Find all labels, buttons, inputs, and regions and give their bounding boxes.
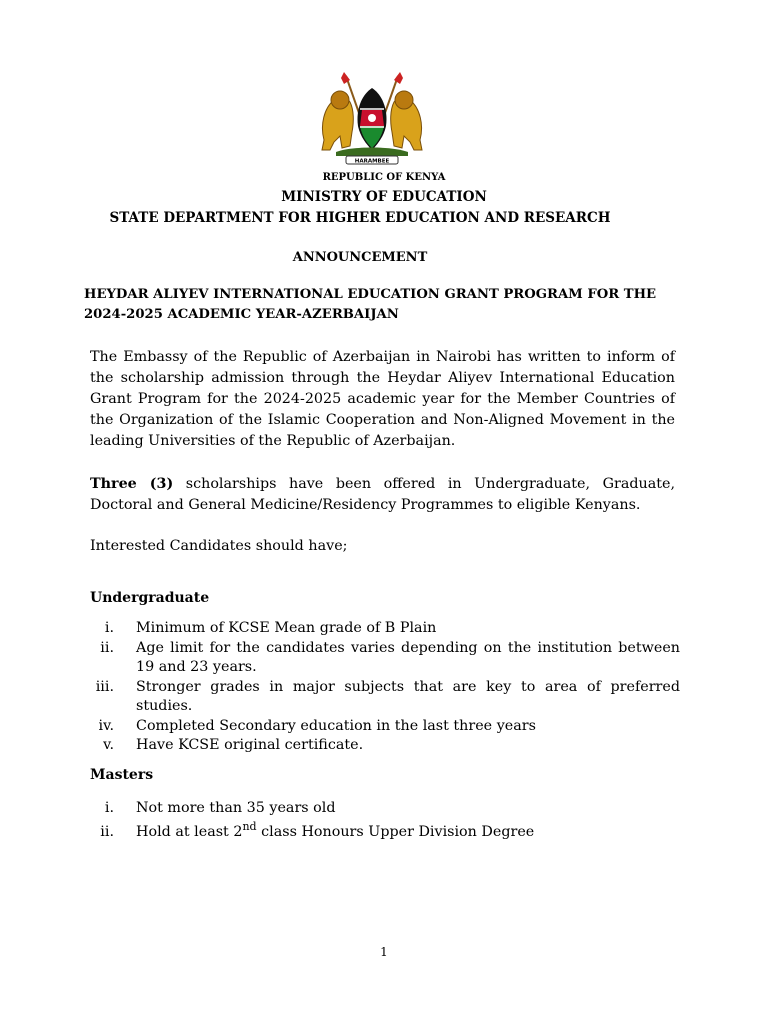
- document-title: [84, 285, 704, 325]
- republic-heading: REPUBLIC OF KENYA: [322, 172, 446, 183]
- masters-list: [90, 796, 680, 844]
- list-item: [90, 717, 680, 737]
- list-text-after: class Honours Upper Division Degree: [256, 824, 535, 840]
- offer-text: scholarships have been offered in Undergraduate, Graduate, Doctoral and General Medicine/Residency Programmes to eligible Kenyans.: [90, 476, 675, 513]
- list-number: v.: [103, 737, 114, 753]
- list-number: i.: [104, 620, 114, 636]
- list-item: [90, 736, 680, 756]
- list-text: Completed Secondary education in the last three years: [136, 717, 536, 734]
- undergraduate-heading: Undergraduate: [90, 590, 210, 606]
- list-text: Not more than 35 years old: [136, 800, 336, 816]
- list-text: Stronger grades in major subjects that are key to area of preferred studies.: [136, 678, 680, 714]
- list-number: ii.: [100, 824, 114, 840]
- ministry-heading: MINISTRY OF EDUCATION: [281, 189, 487, 205]
- offer-count: Three (3): [90, 476, 174, 492]
- list-text: Have KCSE original certificate.: [136, 737, 364, 753]
- interested-paragraph: Interested Candidates should have;: [90, 538, 348, 554]
- ordinal-suffix: nd: [242, 820, 257, 833]
- intro-paragraph: The Embassy of the Republic of Azerbaijan in Nairobi has written to inform of the scholarship admission through the Heydar Aliyev International Education Grant Program for the 2024-2025 academic year for the Member Countries of the Organization of the Islamic Cooperation and Non-Aligned Movement in the leading Universities of the Republic of Azerbaijan.: [90, 349, 675, 449]
- page-number: 1: [380, 945, 388, 959]
- undergraduate-list: [90, 619, 680, 756]
- title-line-1: HEYDAR ALIYEV INTERNATIONAL EDUCATION GRANT PROGRAM FOR THE: [84, 287, 657, 302]
- list-number: i.: [104, 800, 114, 816]
- crest-motto: HARAMBEE: [354, 158, 390, 165]
- list-number: iii.: [95, 678, 114, 695]
- list-number: ii.: [100, 639, 114, 656]
- masters-heading: Masters: [90, 767, 154, 783]
- title-line-2: 2024-2025 ACADEMIC YEAR-AZERBAIJAN: [84, 307, 399, 322]
- list-item: [90, 796, 680, 820]
- list-number: iv.: [98, 717, 114, 734]
- department-heading: STATE DEPARTMENT FOR HIGHER EDUCATION AND RESEARCH: [109, 210, 611, 226]
- list-text: Minimum of KCSE Mean grade of B Plain: [136, 620, 437, 636]
- list-item: [90, 619, 680, 639]
- list-text-before: Hold at least 2: [136, 824, 243, 840]
- list-item: [90, 678, 680, 717]
- list-item: [90, 639, 680, 678]
- list-item: [90, 820, 680, 844]
- offer-paragraph: [90, 474, 675, 516]
- announcement-heading: ANNOUNCEMENT: [292, 250, 428, 265]
- list-text: Age limit for the candidates varies depending on the institution between 19 and 23 years.: [136, 639, 680, 675]
- kenya-coat-of-arms-icon: [316, 70, 428, 166]
